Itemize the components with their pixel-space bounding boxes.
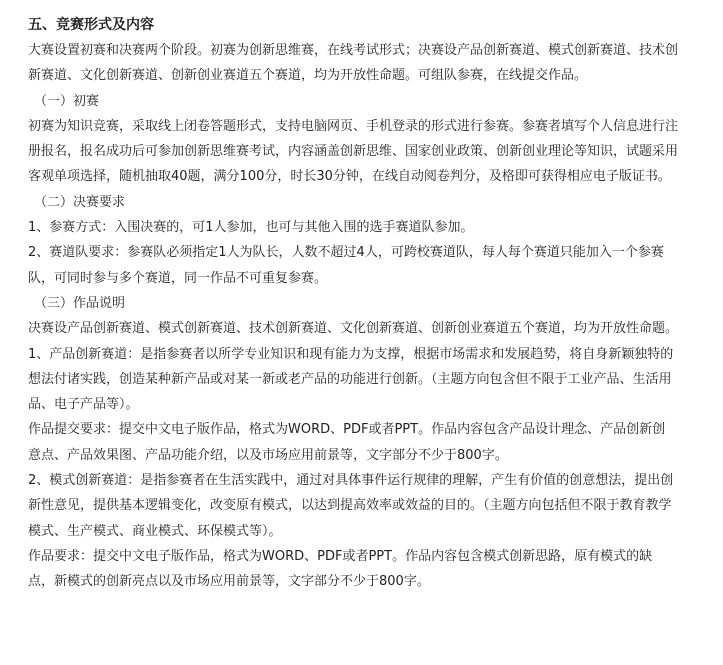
works-item-model-requirements: 作品要求：提交中文电子版作品，格式为WORD、PDF或者PPT。作品内容包含模式创新思路，原有模式的缺点，新模式的创新亮点以及市场应用前景等，文字部分不少于800字。 — [28, 548, 653, 590]
final-item-team: 2、赛道队要求：参赛队必须指定1人为队长，人数不超过4人，可跨校赛道队，每人每个赛道只能加入一个参赛队，可同时参与多个赛道，同一作品不可重复参赛。 — [28, 245, 664, 286]
document — [28, 12, 678, 595]
works-item-model-track: 2、模式创新赛道：是指参赛者在生活实践中，通过对具体事件运行规律的理解，产生有价值的创意想法，提出创新性意见，提供基本逻辑变化，改变原有模式，以达到提高效率或效益的目的。（主题方向包括但不限于教育教学模式、生产模式、商业模式、环保模式等）。 — [28, 473, 674, 539]
preliminary-title: （一）初赛 — [34, 93, 100, 109]
final-title: （二）决赛要求 — [34, 194, 126, 210]
works-item-product-track: 1、产品创新赛道：是指参赛者以所学专业知识和现有能力为支撑，根据市场需求和发展趋势，将自身新颖独特的想法付诸实践，创造某种新产品或对某一新或老产品的功能进行创新。（主题方向包含但不限于工业产品、生活用品、电子产品等）。 — [28, 346, 674, 413]
final-item-participation: 1、参赛方式：入围决赛的，可1人参加，也可与其他入围的选手赛道队参加。 — [28, 220, 474, 236]
section-title: 五、竞赛形式及内容 — [28, 17, 154, 33]
works-title: （三）作品说明 — [34, 295, 126, 311]
works-intro: 决赛设产品创新赛道、模式创新赛道、技术创新赛道、文化创新赛道、创新创业赛道五个赛道，均为开放性命题。 — [28, 321, 679, 337]
works-item-product-requirements: 作品提交要求：提交中文电子版作品，格式为WORD、PDF或者PPT。作品内容包含产品设计理念、产品创新创意点、产品效果图、产品功能介绍，以及市场应用前景等，文字部分不少于800字。 — [28, 422, 666, 463]
intro-paragraph: 大赛设置初赛和决赛两个阶段。初赛为创新思维赛，在线考试形式；决赛设产品创新赛道、模式创新赛道、技术创新赛道、文化创新赛道、创新创业赛道五个赛道，均为开放性命题。可组队参赛，在线提交作品。 — [28, 43, 679, 84]
preliminary-paragraph: 初赛为知识竞赛，采取线上闭卷答题形式，支持电脑网页、手机登录的形式进行参赛。参赛者填写个人信息进行注册报名，报名成功后可参加创新思维赛考试，内容涵盖创新思维、国家创业政策、创新创业理论等知识，试题采用客观单项选择，随机抽取40题，满分100分，时长30分钟，在线自动阅卷判分，及格即可获得相应电子版证书。 — [28, 118, 679, 185]
